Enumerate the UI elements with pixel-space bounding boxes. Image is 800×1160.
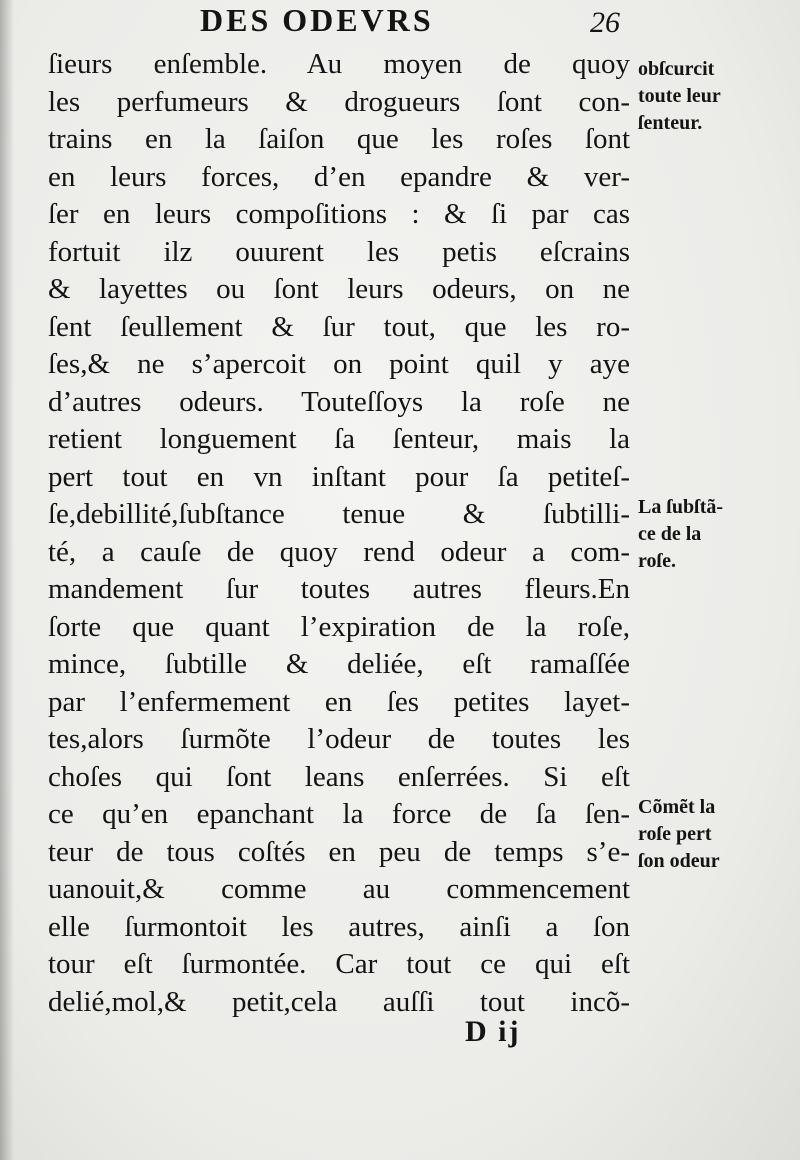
margin-note-line: toute leur — [638, 85, 721, 107]
text-line: choſes qui ſont leans enſerrées. Si eſt — [48, 760, 630, 793]
text-line: elle ſurmontoit les autres, ainſi a ſon — [48, 910, 630, 943]
margin-note — [638, 56, 788, 137]
text-line: tour eſt ſurmontée. Car tout ce qui eſt — [48, 948, 630, 980]
page-number: 26 — [590, 6, 620, 39]
margin-note-line: Cõmẽt la — [638, 796, 716, 818]
text-line: fortuit ilz ouurent les petis eſcrains — [48, 235, 630, 268]
text-line: pert tout en vn inſtant pour ſa petiteſ- — [48, 460, 630, 493]
text-line: té, a cauſe de quoy rend odeur a com- — [48, 535, 630, 568]
text-line: delié,mol,& petit,cela auſſi tout incõ- — [48, 985, 630, 1018]
margin-note — [638, 494, 788, 575]
text-line: tes,alors ſurmõte l’odeur de toutes les — [48, 723, 630, 755]
text-line: d’autres odeurs. Touteſſoys la roſe ne — [48, 385, 630, 418]
text-line: trains en la ſaiſon que les roſes ſont — [48, 123, 630, 155]
text-line: ſes,& ne s’apercoit on point quil y aye — [48, 348, 630, 380]
margin-note-line: ſenteur. — [638, 112, 703, 134]
margin-note-line: ce de la — [638, 523, 702, 545]
text-line: uanouit,& comme au commencement — [48, 873, 630, 905]
text-line: retient longuement ſa ſenteur, mais la — [48, 423, 630, 455]
text-line: ſer en leurs compoſitions : & ſi par cas — [48, 198, 630, 230]
text-line: ſorte que quant l’expiration de la roſe, — [48, 610, 630, 643]
margin-note-line: La ſubſtã- — [638, 496, 724, 518]
text-line: ſe,debillité,ſubſtance tenue & ſubtilli- — [48, 498, 630, 530]
gutter-shadow — [0, 0, 14, 1160]
running-head: DES ODEVRS — [200, 2, 434, 38]
text-line: les perfumeurs & drogueurs ſont con- — [48, 85, 630, 118]
text-line: mandement ſur toutes autres fleurs.En — [48, 573, 630, 605]
text-line: en leurs forces, d’en epandre & ver- — [48, 160, 630, 193]
text-line: ce qu’en epanchant la force de ſa ſen- — [48, 798, 630, 830]
body-text — [48, 46, 630, 1021]
text-line: teur de tous coſtés en peu de temps s’e- — [48, 835, 630, 868]
margin-note-line: roſe pert — [638, 823, 712, 845]
text-line: par l’enfermement en ſes petites layet- — [48, 685, 630, 718]
text-line: & layettes ou ſont leurs odeurs, on ne — [48, 273, 630, 305]
text-line: ſent ſeullement & ſur tout, que les ro- — [48, 310, 630, 343]
text-line: ſieurs enſemble. Au moyen de quoy — [48, 48, 630, 80]
text-line: mince, ſubtille & deliée, eſt ramaſſée — [48, 648, 630, 680]
margin-note — [638, 794, 788, 875]
signature-mark: D ij — [465, 1015, 521, 1048]
margin-note-line: ſon odeur — [638, 850, 720, 872]
margin-note-line: roſe. — [638, 550, 676, 572]
margin-note-line: obſcurcit — [638, 58, 715, 80]
